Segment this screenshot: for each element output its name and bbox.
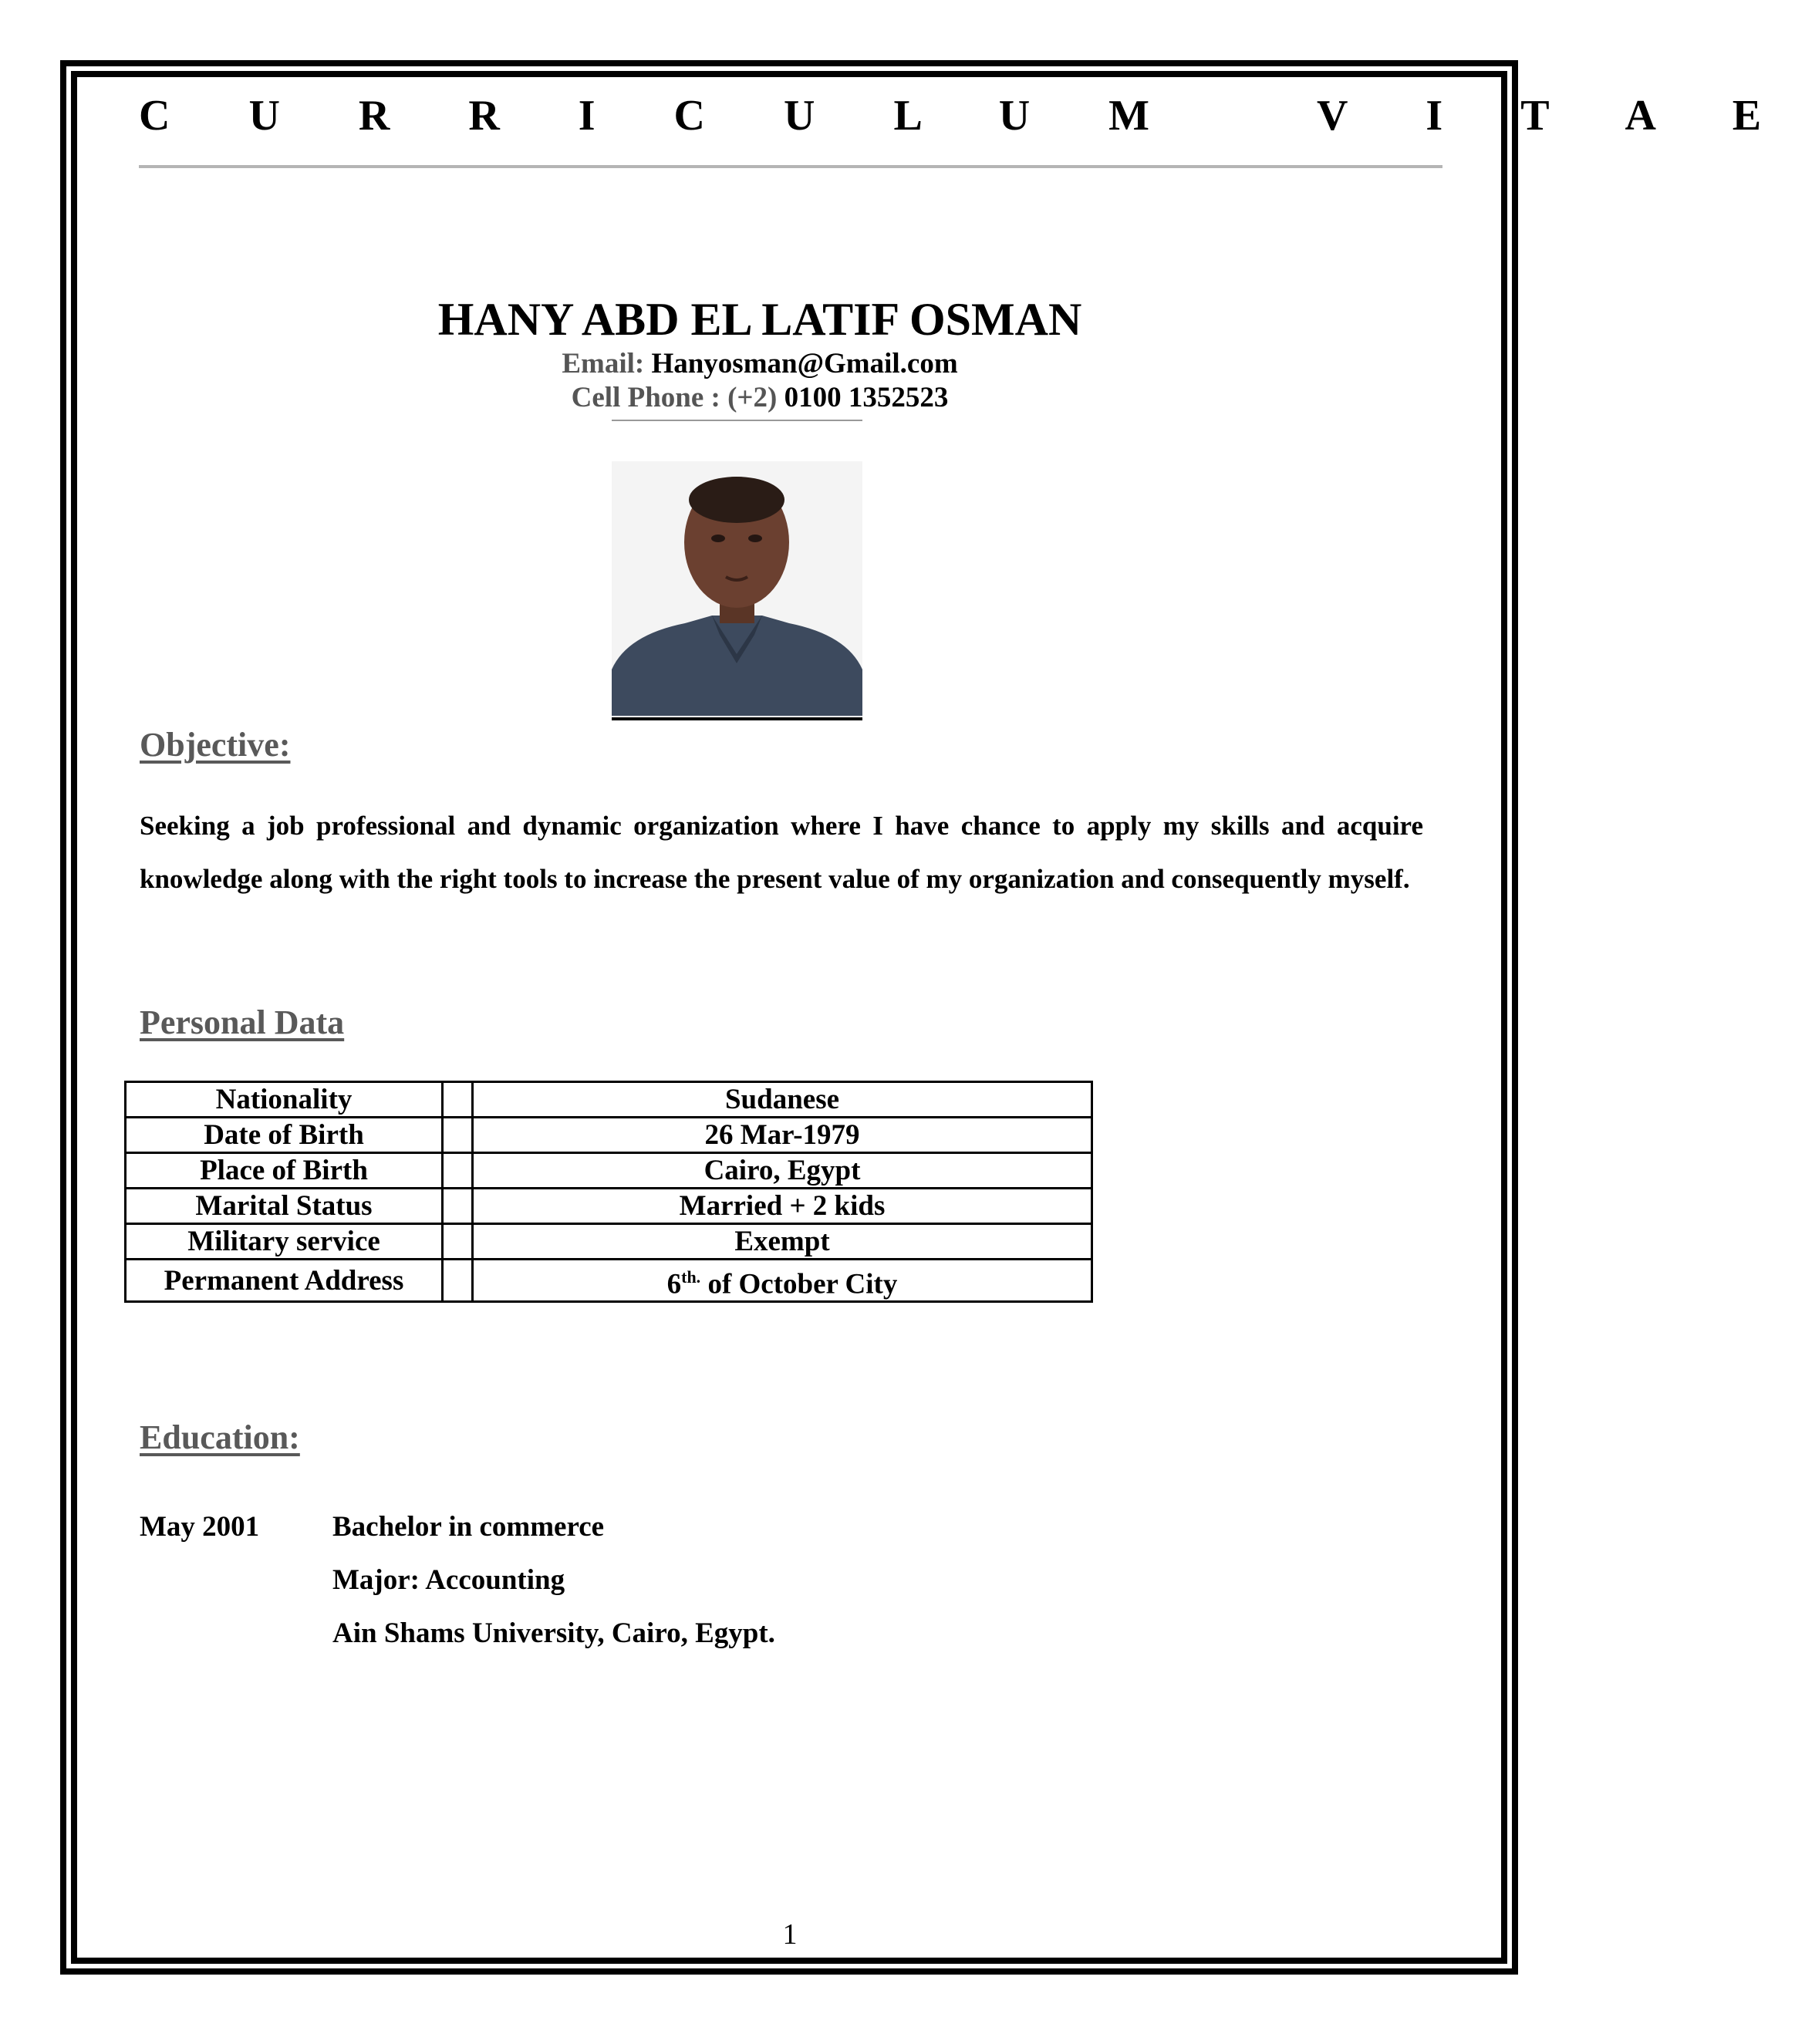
phone-value: 0100 1352523 [784,382,949,413]
table-row [126,1082,1092,1118]
row-spacer [443,1118,473,1153]
row-label: Nationality [126,1082,443,1118]
row-spacer [443,1189,473,1224]
address-number: 6 [666,1268,682,1300]
row-value: Exempt [473,1224,1092,1260]
row-label: Date of Birth [126,1118,443,1153]
table-row [126,1224,1092,1260]
row-value: Cairo, Egypt [473,1153,1092,1189]
page-number: 1 [782,1918,798,1951]
row-label: Permanent Address [126,1260,443,1302]
title-divider [139,165,1442,168]
photo-divider [612,717,862,720]
personal-data-heading: Personal Data [140,1003,345,1041]
profile-photo [612,461,862,716]
table-row [126,1153,1092,1189]
contact-divider [612,420,862,421]
table-row [126,1260,1092,1302]
phone-label: Cell Phone : (+2) [571,382,778,413]
row-spacer [443,1224,473,1260]
address-rest: of October City [700,1268,898,1300]
candidate-name: HANY ABD EL LATIF OSMAN [437,294,1082,345]
email-label: Email: [562,348,645,379]
education-date: May 2001 [140,1511,260,1543]
row-spacer [443,1082,473,1118]
row-value [473,1260,1092,1302]
row-spacer [443,1153,473,1189]
education-major: Major: Accounting [332,1564,565,1596]
row-value: Married + 2 kids [473,1189,1092,1224]
row-value: Sudanese [473,1082,1092,1118]
phone-line [139,381,1381,414]
education-degree: Bachelor in commerce [332,1511,605,1543]
row-label: Marital Status [126,1189,443,1224]
table-row [126,1118,1092,1153]
row-spacer [443,1260,473,1302]
address-ordinal: th. [681,1267,701,1287]
objective-heading: Objective: [140,726,291,764]
email-value: Hanyosman@Gmail.com [651,348,958,379]
education-heading: Education: [140,1418,300,1456]
document-title: C U R R I C U L U M V I T A E [139,92,1795,140]
table-row [126,1189,1092,1224]
row-value: 26 Mar-1979 [473,1118,1092,1153]
personal-data-table [124,1081,1093,1303]
row-label: Place of Birth [126,1153,443,1189]
row-label: Military service [126,1224,443,1260]
objective-text: Seeking a job professional and dynamic organization where I have chance to apply my skills and acquire knowledge along with the right tools to increase the present value of my organization and consequently myself. [140,811,1423,894]
email-line [139,347,1381,380]
education-university: Ain Shams University, Cairo, Egypt. [332,1617,775,1649]
